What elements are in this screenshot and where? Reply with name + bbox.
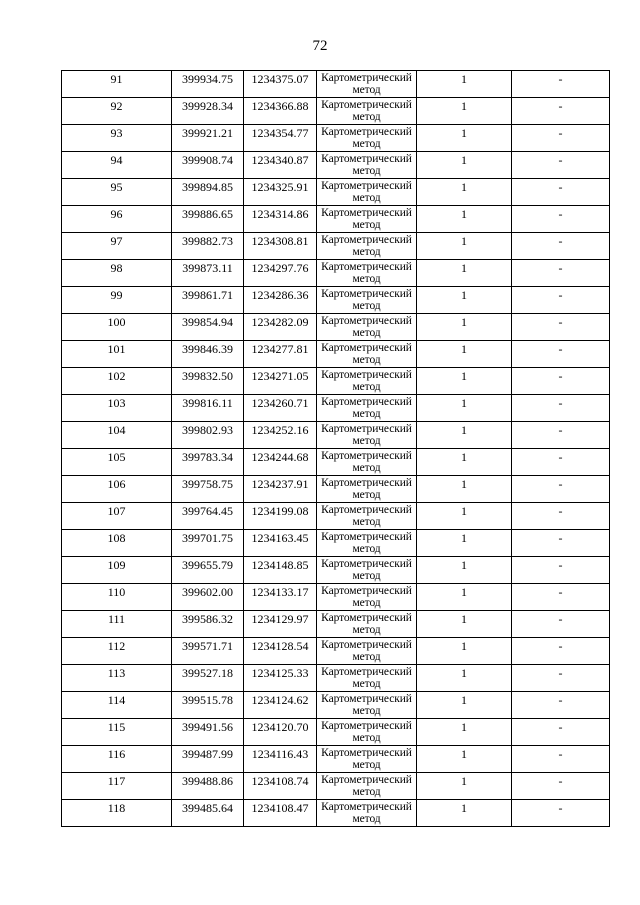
accuracy-cell: 1 (417, 557, 512, 584)
method-text: Картометрический метод (321, 720, 412, 744)
y-coordinate-cell: 1234277.81 (244, 341, 317, 368)
description-cell: - (512, 692, 610, 719)
method-text: Картометрический метод (321, 774, 412, 798)
point-number-cell: 106 (62, 476, 172, 503)
point-number-cell: 111 (62, 611, 172, 638)
point-number-cell: 105 (62, 449, 172, 476)
accuracy-cell: 1 (417, 638, 512, 665)
table-row (62, 449, 610, 476)
point-number-cell: 93 (62, 125, 172, 152)
y-coordinate-cell: 1234314.86 (244, 206, 317, 233)
description-cell: - (512, 71, 610, 98)
point-number-cell: 99 (62, 287, 172, 314)
description-cell: - (512, 719, 610, 746)
accuracy-cell: 1 (417, 341, 512, 368)
x-coordinate-cell: 399908.74 (172, 152, 244, 179)
point-number-cell: 112 (62, 638, 172, 665)
method-cell (317, 422, 417, 449)
accuracy-cell: 1 (417, 773, 512, 800)
y-coordinate-cell: 1234124.62 (244, 692, 317, 719)
method-text: Картометрический метод (321, 126, 412, 150)
table-row (62, 476, 610, 503)
accuracy-cell: 1 (417, 719, 512, 746)
method-text: Картометрический метод (321, 801, 412, 825)
method-cell (317, 719, 417, 746)
table-row (62, 422, 610, 449)
point-number-cell: 101 (62, 341, 172, 368)
x-coordinate-cell: 399764.45 (172, 503, 244, 530)
accuracy-cell: 1 (417, 746, 512, 773)
method-cell (317, 368, 417, 395)
table-row (62, 746, 610, 773)
point-number-cell: 100 (62, 314, 172, 341)
x-coordinate-cell: 399934.75 (172, 71, 244, 98)
method-cell (317, 503, 417, 530)
y-coordinate-cell: 1234199.08 (244, 503, 317, 530)
accuracy-cell: 1 (417, 98, 512, 125)
x-coordinate-cell: 399783.34 (172, 449, 244, 476)
y-coordinate-cell: 1234120.70 (244, 719, 317, 746)
point-number-cell: 113 (62, 665, 172, 692)
y-coordinate-cell: 1234244.68 (244, 449, 317, 476)
method-cell (317, 665, 417, 692)
method-cell (317, 530, 417, 557)
accuracy-cell: 1 (417, 287, 512, 314)
point-number-cell: 108 (62, 530, 172, 557)
x-coordinate-cell: 399527.18 (172, 665, 244, 692)
x-coordinate-cell: 399873.11 (172, 260, 244, 287)
table-row (62, 152, 610, 179)
y-coordinate-cell: 1234282.09 (244, 314, 317, 341)
method-cell (317, 557, 417, 584)
accuracy-cell: 1 (417, 395, 512, 422)
y-coordinate-cell: 1234108.47 (244, 800, 317, 827)
method-text: Картометрический метод (321, 558, 412, 582)
table-row (62, 800, 610, 827)
y-coordinate-cell: 1234286.36 (244, 287, 317, 314)
table-row (62, 503, 610, 530)
point-number-cell: 98 (62, 260, 172, 287)
y-coordinate-cell: 1234354.77 (244, 125, 317, 152)
y-coordinate-cell: 1234148.85 (244, 557, 317, 584)
table-row (62, 638, 610, 665)
method-cell (317, 638, 417, 665)
table-row (62, 584, 610, 611)
description-cell: - (512, 449, 610, 476)
x-coordinate-cell: 399571.71 (172, 638, 244, 665)
table-row (62, 665, 610, 692)
method-cell (317, 260, 417, 287)
x-coordinate-cell: 399854.94 (172, 314, 244, 341)
method-text: Картометрический метод (321, 72, 412, 96)
method-cell (317, 314, 417, 341)
method-cell (317, 152, 417, 179)
method-text: Картометрический метод (321, 612, 412, 636)
point-number-cell: 94 (62, 152, 172, 179)
accuracy-cell: 1 (417, 260, 512, 287)
table-row (62, 287, 610, 314)
accuracy-cell: 1 (417, 449, 512, 476)
x-coordinate-cell: 399485.64 (172, 800, 244, 827)
x-coordinate-cell: 399602.00 (172, 584, 244, 611)
table-row (62, 260, 610, 287)
x-coordinate-cell: 399928.34 (172, 98, 244, 125)
point-number-cell: 95 (62, 179, 172, 206)
accuracy-cell: 1 (417, 530, 512, 557)
description-cell: - (512, 368, 610, 395)
y-coordinate-cell: 1234116.43 (244, 746, 317, 773)
method-cell (317, 98, 417, 125)
method-text: Картометрический метод (321, 315, 412, 339)
method-cell (317, 611, 417, 638)
point-number-cell: 96 (62, 206, 172, 233)
description-cell: - (512, 233, 610, 260)
table-row (62, 71, 610, 98)
table-row (62, 395, 610, 422)
method-cell (317, 746, 417, 773)
method-text: Картометрический метод (321, 693, 412, 717)
method-cell (317, 287, 417, 314)
x-coordinate-cell: 399861.71 (172, 287, 244, 314)
method-cell (317, 233, 417, 260)
method-cell (317, 449, 417, 476)
table-row (62, 611, 610, 638)
point-number-cell: 102 (62, 368, 172, 395)
x-coordinate-cell: 399515.78 (172, 692, 244, 719)
point-number-cell: 97 (62, 233, 172, 260)
method-text: Картометрический метод (321, 585, 412, 609)
description-cell: - (512, 314, 610, 341)
description-cell: - (512, 503, 610, 530)
table-row (62, 98, 610, 125)
y-coordinate-cell: 1234260.71 (244, 395, 317, 422)
description-cell: - (512, 557, 610, 584)
method-text: Картометрический метод (321, 639, 412, 663)
point-number-cell: 107 (62, 503, 172, 530)
point-number-cell: 117 (62, 773, 172, 800)
method-text: Картометрический метод (321, 261, 412, 285)
accuracy-cell: 1 (417, 611, 512, 638)
x-coordinate-cell: 399758.75 (172, 476, 244, 503)
accuracy-cell: 1 (417, 125, 512, 152)
description-cell: - (512, 206, 610, 233)
y-coordinate-cell: 1234252.16 (244, 422, 317, 449)
y-coordinate-cell: 1234237.91 (244, 476, 317, 503)
table-row (62, 692, 610, 719)
point-number-cell: 104 (62, 422, 172, 449)
x-coordinate-cell: 399488.86 (172, 773, 244, 800)
accuracy-cell: 1 (417, 233, 512, 260)
accuracy-cell: 1 (417, 503, 512, 530)
y-coordinate-cell: 1234366.88 (244, 98, 317, 125)
description-cell: - (512, 476, 610, 503)
method-cell (317, 800, 417, 827)
point-number-cell: 92 (62, 98, 172, 125)
point-number-cell: 91 (62, 71, 172, 98)
method-text: Картометрический метод (321, 153, 412, 177)
table-row (62, 125, 610, 152)
x-coordinate-cell: 399894.85 (172, 179, 244, 206)
y-coordinate-cell: 1234108.74 (244, 773, 317, 800)
method-text: Картометрический метод (321, 396, 412, 420)
y-coordinate-cell: 1234271.05 (244, 368, 317, 395)
x-coordinate-cell: 399816.11 (172, 395, 244, 422)
method-text: Картометрический метод (321, 747, 412, 771)
x-coordinate-cell: 399487.99 (172, 746, 244, 773)
method-cell (317, 773, 417, 800)
method-cell (317, 206, 417, 233)
x-coordinate-cell: 399655.79 (172, 557, 244, 584)
accuracy-cell: 1 (417, 584, 512, 611)
method-text: Картометрический метод (321, 504, 412, 528)
description-cell: - (512, 260, 610, 287)
method-cell (317, 179, 417, 206)
method-text: Картометрический метод (321, 477, 412, 501)
point-number-cell: 103 (62, 395, 172, 422)
accuracy-cell: 1 (417, 206, 512, 233)
point-number-cell: 114 (62, 692, 172, 719)
y-coordinate-cell: 1234340.87 (244, 152, 317, 179)
point-number-cell: 109 (62, 557, 172, 584)
x-coordinate-cell: 399921.21 (172, 125, 244, 152)
description-cell: - (512, 746, 610, 773)
method-text: Картометрический метод (321, 288, 412, 312)
y-coordinate-cell: 1234325.91 (244, 179, 317, 206)
description-cell: - (512, 665, 610, 692)
accuracy-cell: 1 (417, 476, 512, 503)
accuracy-cell: 1 (417, 152, 512, 179)
x-coordinate-cell: 399886.65 (172, 206, 244, 233)
x-coordinate-cell: 399882.73 (172, 233, 244, 260)
description-cell: - (512, 530, 610, 557)
y-coordinate-cell: 1234375.07 (244, 71, 317, 98)
description-cell: - (512, 152, 610, 179)
description-cell: - (512, 179, 610, 206)
description-cell: - (512, 773, 610, 800)
method-cell (317, 341, 417, 368)
table-row (62, 206, 610, 233)
coordinates-table (61, 70, 610, 827)
accuracy-cell: 1 (417, 368, 512, 395)
method-cell (317, 395, 417, 422)
coordinates-table-body (62, 71, 610, 827)
method-text: Картометрический метод (321, 423, 412, 447)
method-cell (317, 125, 417, 152)
description-cell: - (512, 287, 610, 314)
method-text: Картометрический метод (321, 369, 412, 393)
accuracy-cell: 1 (417, 665, 512, 692)
method-text: Картометрический метод (321, 666, 412, 690)
description-cell: - (512, 611, 610, 638)
table-row (62, 341, 610, 368)
accuracy-cell: 1 (417, 692, 512, 719)
method-text: Картометрический метод (321, 531, 412, 555)
table-row (62, 773, 610, 800)
table-row (62, 368, 610, 395)
method-text: Картометрический метод (321, 207, 412, 231)
y-coordinate-cell: 1234163.45 (244, 530, 317, 557)
y-coordinate-cell: 1234125.33 (244, 665, 317, 692)
accuracy-cell: 1 (417, 314, 512, 341)
table-row (62, 179, 610, 206)
accuracy-cell: 1 (417, 71, 512, 98)
description-cell: - (512, 800, 610, 827)
description-cell: - (512, 395, 610, 422)
x-coordinate-cell: 399586.32 (172, 611, 244, 638)
method-text: Картометрический метод (321, 450, 412, 474)
table-row (62, 233, 610, 260)
point-number-cell: 116 (62, 746, 172, 773)
point-number-cell: 110 (62, 584, 172, 611)
method-text: Картометрический метод (321, 234, 412, 258)
description-cell: - (512, 125, 610, 152)
y-coordinate-cell: 1234308.81 (244, 233, 317, 260)
accuracy-cell: 1 (417, 179, 512, 206)
description-cell: - (512, 422, 610, 449)
description-cell: - (512, 638, 610, 665)
x-coordinate-cell: 399802.93 (172, 422, 244, 449)
method-cell (317, 692, 417, 719)
method-cell (317, 71, 417, 98)
method-text: Картометрический метод (321, 342, 412, 366)
accuracy-cell: 1 (417, 422, 512, 449)
y-coordinate-cell: 1234128.54 (244, 638, 317, 665)
method-text: Картометрический метод (321, 99, 412, 123)
x-coordinate-cell: 399846.39 (172, 341, 244, 368)
y-coordinate-cell: 1234129.97 (244, 611, 317, 638)
description-cell: - (512, 584, 610, 611)
table-row (62, 557, 610, 584)
point-number-cell: 118 (62, 800, 172, 827)
page-number: 72 (312, 38, 328, 54)
table-row (62, 314, 610, 341)
table-row (62, 719, 610, 746)
y-coordinate-cell: 1234133.17 (244, 584, 317, 611)
method-text: Картометрический метод (321, 180, 412, 204)
description-cell: - (512, 341, 610, 368)
point-number-cell: 115 (62, 719, 172, 746)
description-cell: - (512, 98, 610, 125)
method-cell (317, 476, 417, 503)
x-coordinate-cell: 399701.75 (172, 530, 244, 557)
method-cell (317, 584, 417, 611)
x-coordinate-cell: 399491.56 (172, 719, 244, 746)
accuracy-cell: 1 (417, 800, 512, 827)
y-coordinate-cell: 1234297.76 (244, 260, 317, 287)
x-coordinate-cell: 399832.50 (172, 368, 244, 395)
table-row (62, 530, 610, 557)
